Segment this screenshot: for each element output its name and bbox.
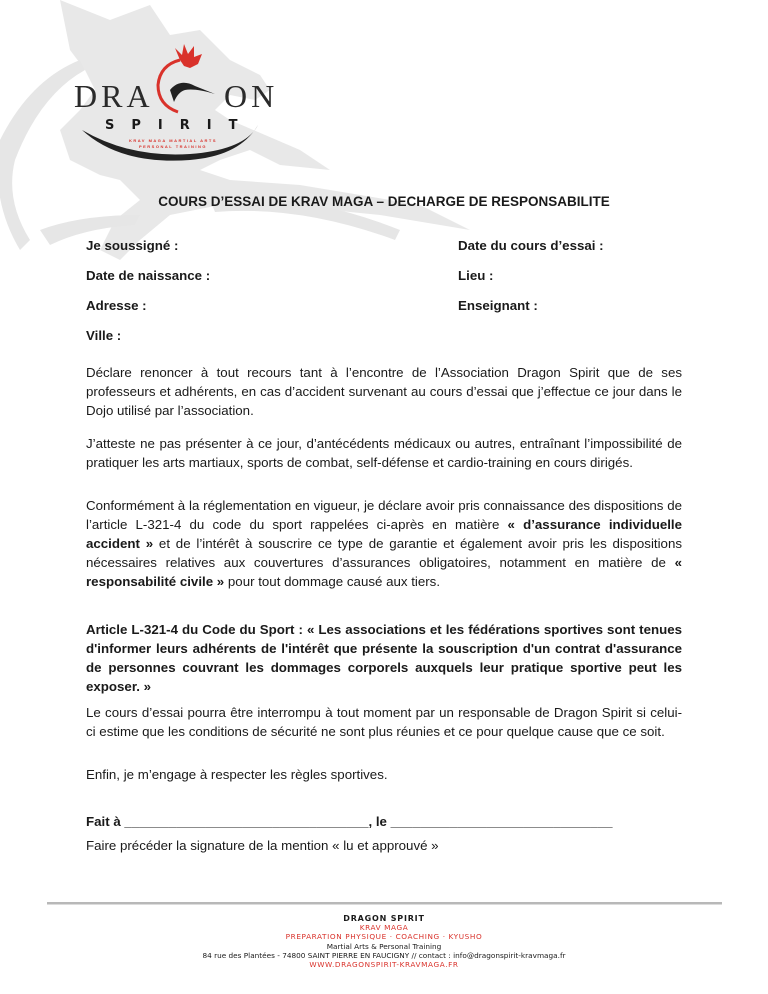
footer-services: PREPARATION PHYSIQUE · COACHING · KYUSHO: [285, 932, 483, 942]
footer-subtitle: Martial Arts & Personal Training: [326, 941, 442, 951]
dragon-spirit-logo: [70, 40, 290, 165]
footer: [0, 914, 768, 969]
paragraph-attestation: J’atteste ne pas présenter à ce jour, d’antécédents médicaux ou autres, entraînant l’impossibilité de pratiquer les arts martiaux, sports de combat, self-défense et cardio-training en cours dirigés.: [86, 436, 682, 470]
logo-tagline-1: KRAV MAGA MARTIAL ARTS: [128, 138, 218, 143]
paragraph-conformite: [86, 496, 682, 591]
footer-krav-maga: KRAV MAGA: [359, 923, 409, 933]
logo-word-left: DRA: [74, 78, 154, 114]
footer-website-link[interactable]: WWW.DRAGONSPIRIT-KRAVMAGA.FR: [309, 960, 459, 970]
logo-wordmark: [74, 78, 279, 115]
logo-swoosh-icon: [80, 120, 270, 165]
field-enseignant: Enseignant :: [458, 298, 538, 313]
field-soussigne: Je soussigné :: [86, 238, 179, 253]
signature-place-date-line: Fait à _________________________________, le ______________________________: [86, 814, 613, 829]
paragraph-interruption: Le cours d’essai pourra être interrompu à tout moment par un responsable de Dragon Spirit si celui-ci estime que les conditions de sécurité ne sont plus réunies et ce pour quelque cause que ce soit.: [86, 705, 682, 739]
bold-assurance-accident: « d’assurance individuelle accident »: [86, 517, 682, 551]
signature-note: Faire précéder la signature de la mention « lu et approuvé »: [86, 838, 439, 853]
paragraph-article-code-sport: Article L-321-4 du Code du Sport : « Les associations et les fédérations sportives sont tenues d'informer leurs adhérents de l'intérêt que présente la souscription d'un contrat d'assurance de personnes couvrant les dommages corporels auxquels leur pratique sportive peut les exposer. »: [86, 622, 682, 694]
text-segment: pour tout dommage causé aux tiers.: [224, 574, 441, 589]
logo-tagline-2: PERSONAL TRAINING: [138, 144, 208, 149]
field-date-naissance: Date de naissance :: [86, 268, 211, 283]
paragraph-renonciation: Déclare renoncer à tout recours tant à l’encontre de l’Association Dragon Spirit que de ses professeurs et adhérents, en cas d’accident survenant au cours d’essai que j’effectue ce jour dans le Dojo utilisé par l’association.: [86, 365, 682, 418]
text-segment: et de l’intérêt à souscrire ce type de garantie et également avoir pris les dispositions nécessaires relatives aux couvertures d’assurances obligatoires, notamment en matière de: [86, 536, 682, 570]
footer-address: 84 rue des Plantées - 74800 SAINT PIERRE EN FAUCIGNY // contact : info@dragonspirit-kravmaga.fr: [202, 950, 566, 960]
bold-responsabilite-civile: « responsabilité civile »: [86, 555, 682, 589]
logo-spirit: SPIRIT: [105, 118, 255, 133]
footer-company-name: DRAGON SPIRIT: [343, 914, 425, 923]
text-segment: Conformément à la réglementation en vigueur, je déclare avoir pris connaissance des dispositions de l’article L-321-4 du code du sport rappelées ci-après en matière: [86, 498, 682, 532]
field-ville: Ville :: [86, 328, 122, 343]
field-date-cours: Date du cours d’essai :: [458, 238, 604, 253]
field-adresse: Adresse :: [86, 298, 147, 313]
footer-divider: [47, 902, 722, 905]
paragraph-engagement: Enfin, je m’engage à respecter les règles sportives.: [86, 767, 388, 782]
page-title: COURS D’ESSAI DE KRAV MAGA – DECHARGE DE RESPONSABILITE: [158, 194, 610, 209]
logo-word-right: ON: [224, 78, 279, 114]
field-lieu: Lieu :: [458, 268, 494, 283]
